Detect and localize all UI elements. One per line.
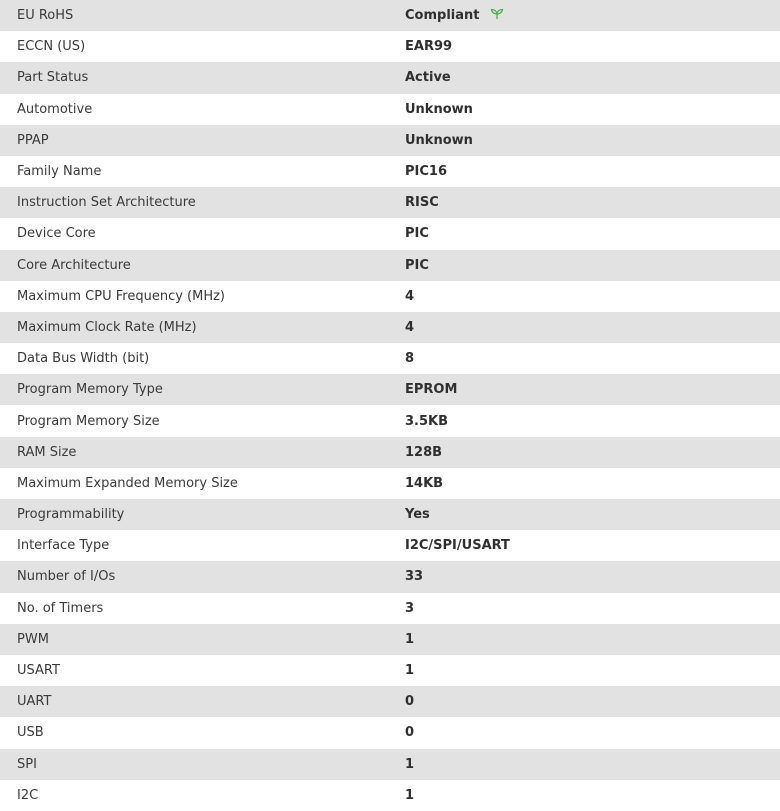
spec-label: I2C	[17, 787, 39, 803]
table-row	[0, 593, 780, 624]
table-row	[0, 686, 780, 717]
spec-label: PPAP	[17, 132, 49, 148]
table-row	[0, 343, 780, 374]
spec-value: 0	[405, 694, 415, 710]
spec-value: 8	[405, 351, 415, 367]
spec-label: Program Memory Type	[17, 382, 163, 398]
spec-value-cell	[405, 0, 780, 31]
table-row	[0, 281, 780, 312]
table-row	[0, 250, 780, 281]
spec-label: USB	[17, 725, 44, 741]
spec-label: RAM Size	[17, 444, 77, 460]
spec-value: 128B	[405, 444, 443, 460]
spec-label: Program Memory Size	[17, 413, 160, 429]
table-row	[0, 717, 780, 748]
spec-label: Interface Type	[17, 538, 110, 554]
spec-value: 1	[405, 663, 415, 679]
spec-label: ECCN (US)	[17, 39, 86, 55]
table-row	[0, 624, 780, 655]
spec-value: PIC	[405, 257, 429, 273]
spec-label: Maximum Clock Rate (MHz)	[17, 319, 197, 335]
spec-label: Programmability	[17, 507, 125, 523]
table-row	[0, 655, 780, 686]
spec-value: 3	[405, 600, 415, 616]
spec-value: 14KB	[405, 475, 444, 491]
spec-label: USART	[17, 663, 60, 679]
spec-value: 3.5KB	[405, 413, 449, 429]
spec-value: 4	[405, 288, 415, 304]
table-row	[0, 437, 780, 468]
table-row	[0, 218, 780, 249]
table-row	[0, 405, 780, 436]
table-row	[0, 94, 780, 125]
spec-label: Automotive	[17, 101, 93, 117]
spec-label: EU RoHS	[17, 8, 74, 24]
spec-value: Unknown	[405, 101, 473, 117]
spec-label: Core Architecture	[17, 257, 131, 273]
spec-label: Device Core	[17, 226, 96, 242]
spec-value: EPROM	[405, 382, 458, 398]
leaf-icon	[490, 8, 504, 20]
table-row	[0, 780, 780, 811]
spec-value: RISC	[405, 195, 439, 211]
spec-value: Compliant	[405, 8, 480, 24]
table-row	[0, 156, 780, 187]
spec-value: 0	[405, 725, 415, 741]
spec-value: 1	[405, 756, 415, 772]
spec-label: Maximum Expanded Memory Size	[17, 475, 238, 491]
spec-label: Part Status	[17, 70, 89, 86]
spec-label: Number of I/Os	[17, 569, 116, 585]
spec-label: UART	[17, 694, 52, 710]
spec-value: EAR99	[405, 39, 453, 55]
spec-value: PIC	[405, 226, 429, 242]
table-row	[0, 468, 780, 499]
spec-value: Yes	[405, 507, 430, 523]
table-row	[0, 62, 780, 93]
spec-value: Active	[405, 70, 451, 86]
spec-label: Data Bus Width (bit)	[17, 351, 150, 367]
spec-value: 1	[405, 787, 415, 803]
spec-value: 1	[405, 631, 415, 647]
table-row	[0, 561, 780, 592]
spec-value: Unknown	[405, 132, 473, 148]
table-row	[0, 187, 780, 218]
spec-value: PIC16	[405, 164, 447, 180]
spec-value: 33	[405, 569, 424, 585]
spec-label: PWM	[17, 631, 49, 647]
table-row	[0, 31, 780, 62]
spec-label: Family Name	[17, 164, 102, 180]
spec-label: Instruction Set Architecture	[17, 195, 196, 211]
table-row	[0, 530, 780, 561]
table-row	[0, 125, 780, 156]
table-row	[0, 374, 780, 405]
table-row	[0, 0, 780, 31]
spec-label: SPI	[17, 756, 37, 772]
spec-value: I2C/SPI/USART	[405, 538, 510, 554]
spec-value: 4	[405, 319, 415, 335]
spec-label: No. of Timers	[17, 600, 104, 616]
table-row	[0, 499, 780, 530]
spec-label: Maximum CPU Frequency (MHz)	[17, 288, 225, 304]
table-row	[0, 749, 780, 780]
table-row	[0, 312, 780, 343]
